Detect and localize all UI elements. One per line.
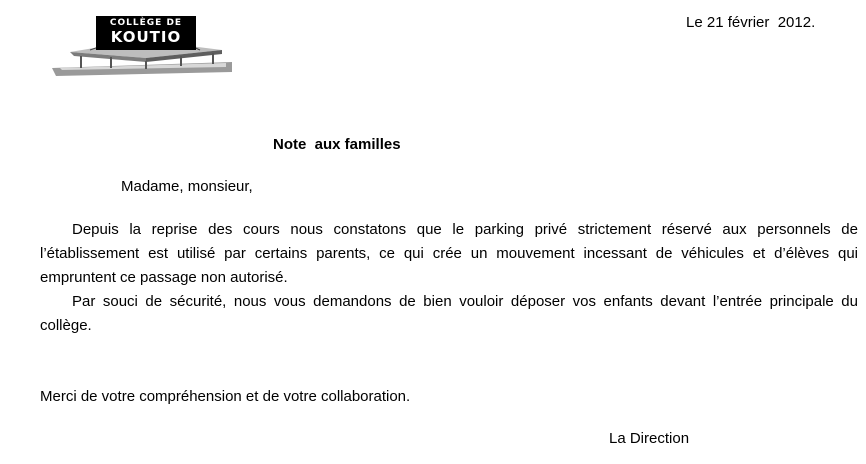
letter-title: Note aux familles: [273, 136, 401, 153]
logo-wordmark: [96, 16, 196, 50]
logo-line-2: KOUTIO: [110, 28, 182, 46]
closing-line: Merci de votre compréhension et de votre collaboration.: [40, 388, 411, 405]
salutation: Madame, monsieur,: [121, 178, 253, 195]
letter-body: [40, 218, 858, 338]
letter-date: Le 21 février 2012.: [686, 14, 816, 31]
logo-line-1: COLLÈGE DE: [109, 18, 183, 28]
body-paragraph-2: Par souci de sécurité, nous vous demandons de bien vouloir déposer vos enfants devant l’entrée principale du collège.: [40, 293, 858, 334]
signature: La Direction: [609, 430, 690, 447]
body-paragraph-1: Depuis la reprise des cours nous constatons que le parking privé strictement réservé aux personnels de l’établissement est utilisé par certains parents, ce qui crée un mouvement incessant de véhicules et d’élèves qui empruntent ce passage non autorisé.: [40, 221, 858, 286]
school-logo: [50, 12, 234, 76]
